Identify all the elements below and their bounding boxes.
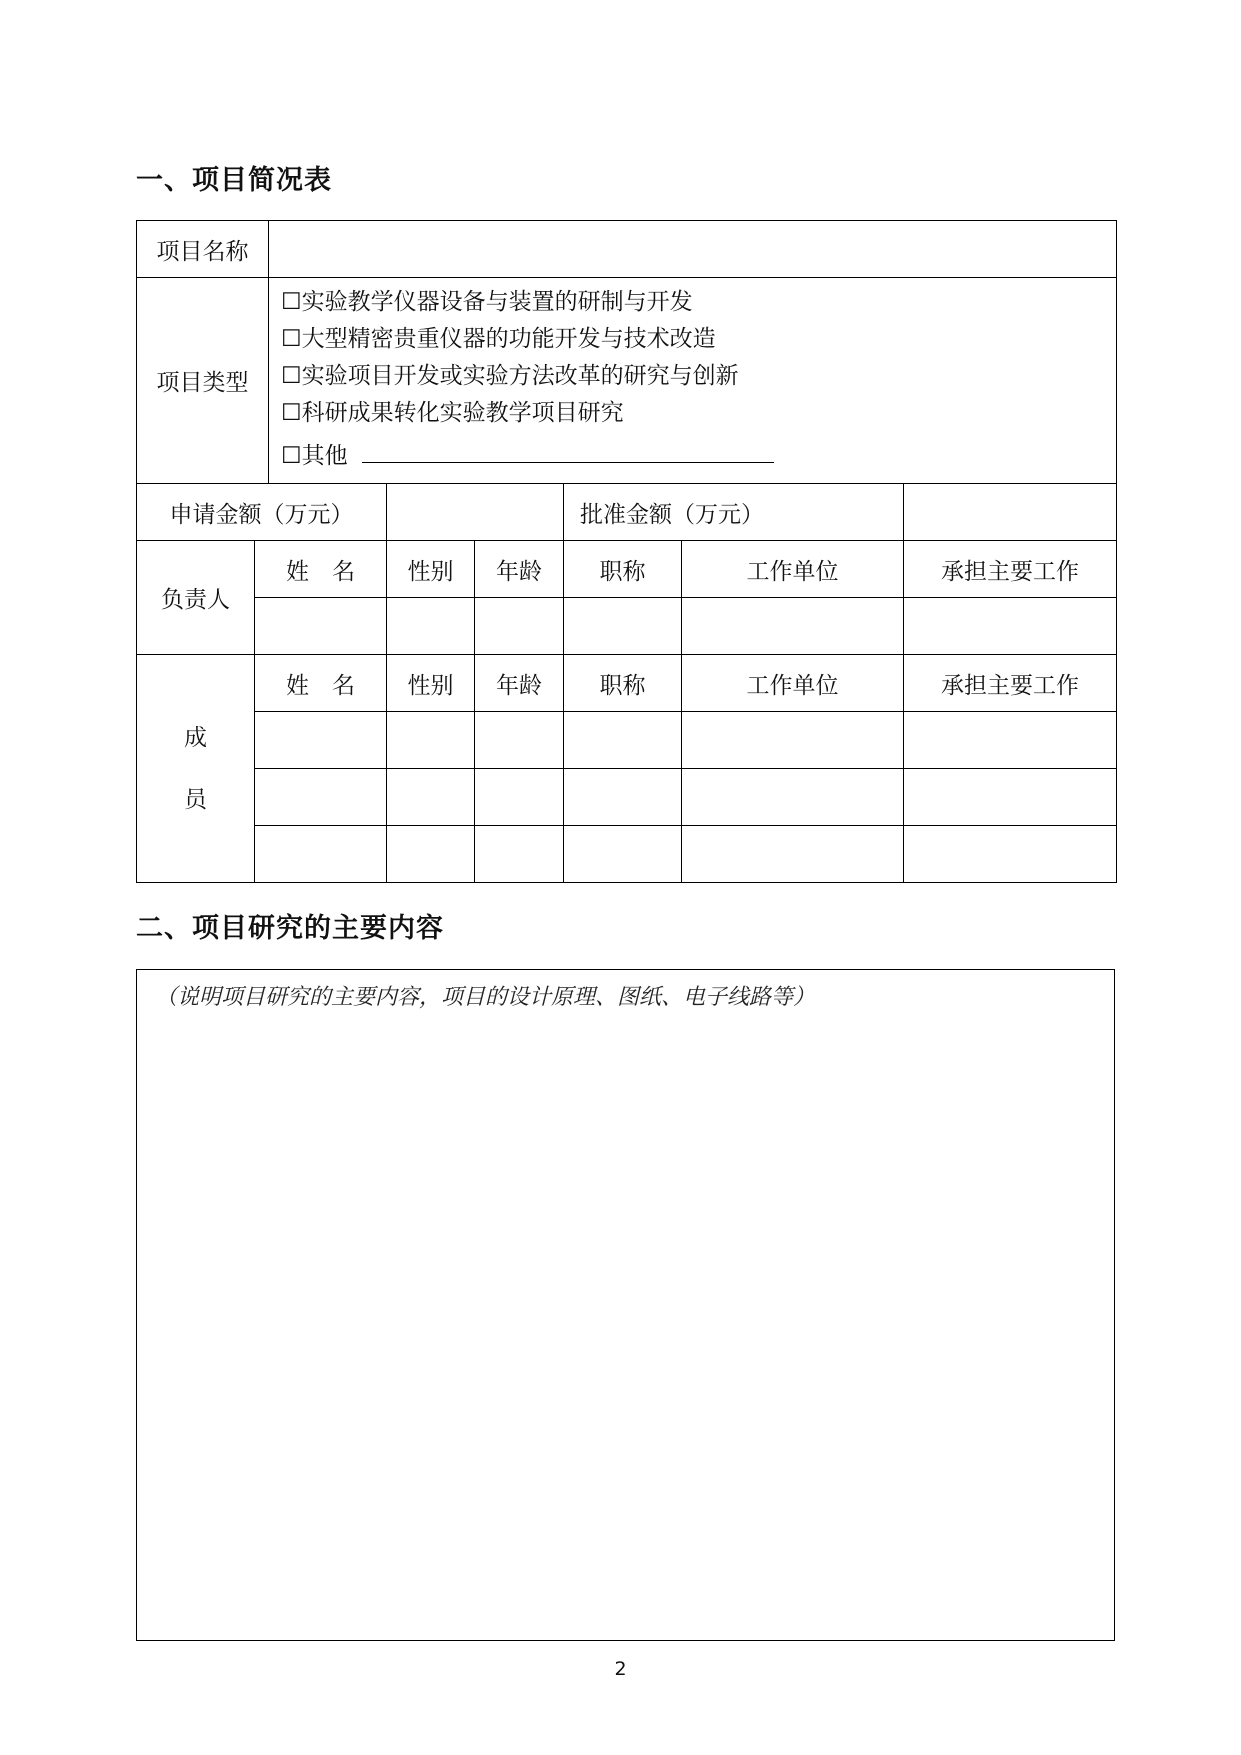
amount-row [137,484,1117,541]
member-col-age-header: 年龄 [475,655,564,712]
col-age-header: 年龄 [475,541,564,598]
member-name-field[interactable] [255,826,387,883]
member-row [137,826,1117,883]
member-col-unit-header: 工作单位 [682,655,904,712]
member-title-field[interactable] [564,769,682,826]
project-type-option-3[interactable]: ☐实验项目开发或实验方法改革的研究与创新 [281,363,739,389]
members-label [137,655,255,883]
approved-amount-label: 批准金额（万元） [564,484,904,541]
member-col-name-header: 姓 名 [255,655,387,712]
member-col-gender-header: 性别 [387,655,475,712]
research-content-hint: （说明项目研究的主要内容，项目的设计原理、图纸、电子线路等） [155,985,816,1010]
project-name-field[interactable] [269,221,1117,278]
other-label: ☐其他 [281,443,348,469]
project-name-row [137,221,1117,278]
project-type-option-1[interactable]: ☐实验教学仪器设备与装置的研制与开发 [281,289,693,315]
applied-amount-field[interactable] [387,484,564,541]
other-input-line[interactable] [362,436,774,463]
leader-work-field[interactable] [904,598,1117,655]
leader-gender-field[interactable] [387,598,475,655]
member-age-field[interactable] [475,826,564,883]
leader-unit-field[interactable] [682,598,904,655]
member-age-field[interactable] [475,769,564,826]
member-title-field[interactable] [564,712,682,769]
member-gender-field[interactable] [387,712,475,769]
col-unit-header: 工作单位 [682,541,904,598]
research-content-box[interactable] [136,969,1115,1641]
leader-title-field[interactable] [564,598,682,655]
member-unit-field[interactable] [682,769,904,826]
approved-amount-field[interactable] [904,484,1117,541]
member-row [137,769,1117,826]
members-label-line2: 员 [184,786,207,813]
member-gender-field[interactable] [387,769,475,826]
project-type-option-other[interactable] [281,436,1116,475]
member-age-field[interactable] [475,712,564,769]
member-unit-field[interactable] [682,712,904,769]
member-work-field[interactable] [904,826,1117,883]
project-type-label: 项目类型 [137,278,269,484]
applied-amount-label: 申请金额（万元） [137,484,387,541]
member-col-work-header: 承担主要工作 [904,655,1117,712]
col-gender-header: 性别 [387,541,475,598]
col-title-header: 职称 [564,541,682,598]
col-work-header: 承担主要工作 [904,541,1117,598]
member-unit-field[interactable] [682,826,904,883]
section1-heading: 一、项目简况表 [136,165,332,196]
member-work-field[interactable] [904,712,1117,769]
leader-label: 负责人 [137,541,255,655]
member-name-field[interactable] [255,712,387,769]
members-header-row [137,655,1117,712]
leader-age-field[interactable] [475,598,564,655]
section2-heading: 二、项目研究的主要内容 [136,913,444,944]
col-name-header: 姓 名 [255,541,387,598]
member-gender-field[interactable] [387,826,475,883]
project-type-option-2[interactable]: ☐大型精密贵重仪器的功能开发与技术改造 [281,326,716,352]
member-name-field[interactable] [255,769,387,826]
project-type-options [269,278,1117,484]
project-name-label: 项目名称 [137,221,269,278]
members-label-line1: 成 [184,724,207,751]
member-title-field[interactable] [564,826,682,883]
member-row [137,712,1117,769]
member-col-title-header: 职称 [564,655,682,712]
page-number: 2 [614,1658,627,1680]
member-work-field[interactable] [904,769,1117,826]
project-summary-table [136,220,1117,883]
leader-name-field[interactable] [255,598,387,655]
project-type-row [137,278,1117,484]
project-type-option-4[interactable]: ☐科研成果转化实验教学项目研究 [281,400,624,426]
leader-data-row [137,598,1117,655]
leader-header-row [137,541,1117,598]
